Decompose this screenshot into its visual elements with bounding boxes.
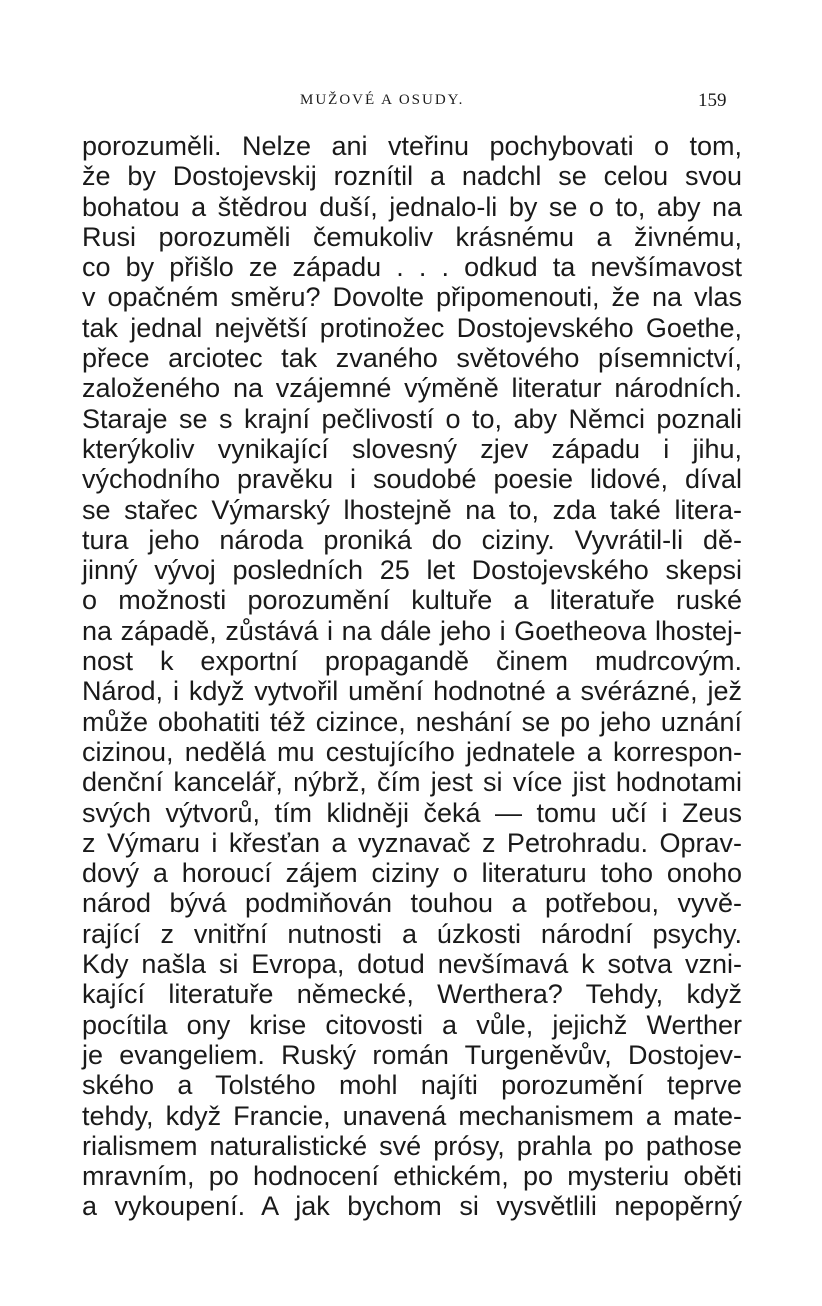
text-line: národ bývá podmiňován touhou a potřebou, vyvě- [82,888,742,919]
running-title: MUŽOVÉ A OSUDY. [300,92,465,108]
text-line: kající literatuře německé, Werthera? Tehdy, když [82,979,742,1010]
text-line: východního pravěku i soudobé poesie lidové, díval [82,464,742,495]
text-line: o možnosti porozumění kultuře a literatuře ruské [82,585,742,616]
text-line: je evangeliem. Ruský román Turgeněvův, Dostojev- [82,1039,742,1070]
text-line: Staraje se s krajní pečlivostí o to, aby Němci poznali [82,403,742,434]
text-line: dový a horoucí zájem ciziny o literaturu toho onoho [82,858,742,889]
text-line: a vykoupení. A jak bychom si vysvětlili nepopěrný [82,1191,742,1222]
text-line: založeného na vzájemné výměně literatur národních. [82,373,742,404]
text-line: Národ, i když vytvořil umění hodnotné a svérázné, jež [82,676,742,707]
text-line: tak jednal největší protinožec Dostojevského Goethe, [82,312,742,343]
text-line: jinný vývoj posledních 25 let Dostojevského skepsi [82,555,742,586]
text-line: svých výtvorů, tím klidněji čeká — tomu učí i Zeus [82,797,742,828]
running-head [0,92,822,116]
text-line: Rusi porozuměli čemukoliv krásnému a živnému, [82,221,742,252]
text-line: ského a Tolstého mohl najíti porozumění teprve [82,1070,742,1101]
text-line: rialismem naturalistické své prósy, prahla po pathose [82,1130,742,1161]
text-line: z Výmaru i křesťan a vyznavač z Petrohradu. Oprav- [82,827,742,858]
text-line: mravním, po hodnocení ethickém, po mysteriu oběti [82,1161,742,1192]
text-line: tura jeho národa proniká do ciziny. Vyvrátil-li dě- [82,524,742,555]
text-line: tehdy, když Francie, unavená mechanismem a mate- [82,1100,742,1131]
text-line: nost k exportní propagandě činem mudrcovým. [82,646,742,677]
text-line: bohatou a štědrou duší, jednalo-li by se o to, aby na [82,191,742,222]
text-line: porozuměli. Nelze ani vteřinu pochybovati o tom, [82,131,742,161]
text-line: pocítila ony krise citovosti a vůle, jejichž Werther [82,1009,742,1040]
text-line: může obohatiti též cizince, neshání se po jeho uznání [82,706,742,737]
text-line: co by přišlo ze západu . . . odkud ta nevšímavost [82,252,742,283]
text-line: přece arciotec tak zvaného světového písemnictví, [82,343,742,374]
text-line: že by Dostojevskij roznítil a nadchl se celou svou [82,161,742,192]
page-number: 159 [698,90,727,111]
text-line: cizinou, nedělá mu cestujícího jednatele a korrespon- [82,736,742,767]
text-line: kterýkoliv vynikající slovesný zjev západu i jihu, [82,433,742,464]
text-line: v opačném směru? Dovolte připomenouti, že na vlas [82,282,742,313]
text-line: se stařec Výmarský lhostejně na to, zda také litera- [82,494,742,525]
body-text [82,131,742,1222]
text-line: na západě, zůstává i na dále jeho i Goetheova lhostej- [82,615,742,646]
text-line: rající z vnitřní nutnosti a úzkosti národní psychy. [82,918,742,949]
text-line: Kdy našla si Evropa, dotud nevšímavá k sotva vzni- [82,949,742,980]
text-line: denční kancelář, nýbrž, čím jest si více jist hodnotami [82,767,742,798]
